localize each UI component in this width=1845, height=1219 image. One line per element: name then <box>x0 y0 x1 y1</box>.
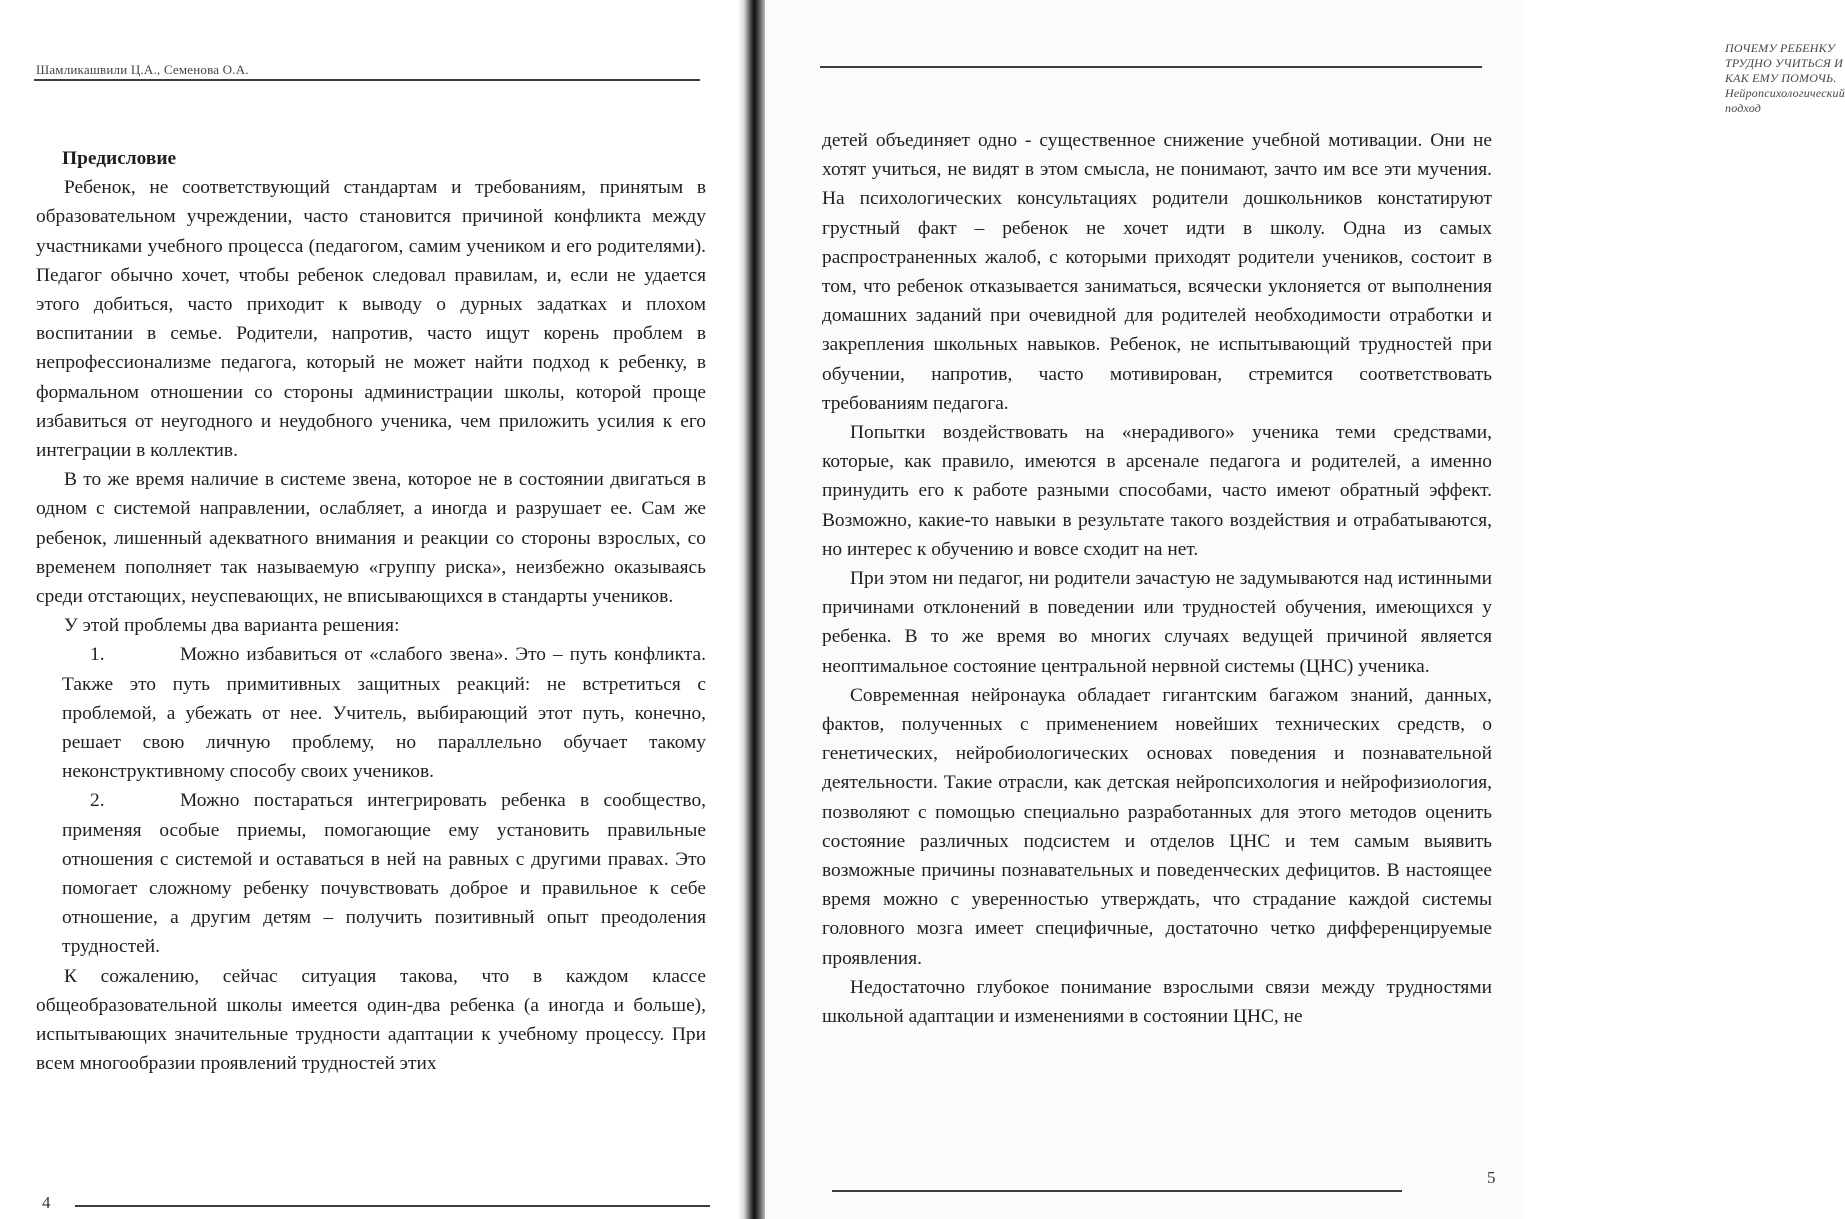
list-item <box>36 786 706 961</box>
paragraph: У этой проблемы два варианта решения: <box>64 615 400 637</box>
running-header-sub: Нейропсихологический подход <box>1725 86 1845 115</box>
paragraph: Современная нейронаука обладает гигантским багажом знаний, данных, фактов, полученных с применением новейших технических средств, о генетических, нейробиологических основах поведения и познавательной деятельности. Такие отрасли, как детская нейропсихология и нейрофизиология, позволяют с помощью специально разработанных для этого методов оценить состояние различных подсистем и отделов ЦНС и тем самым выявить возможные причины познавательных и поведенческих дефицитов. В настоящее время можно с уверенностью утверждать, что страдание каждой системы головного мозга имеет специфичные, достаточно четко дифференцируемые проявления. <box>822 684 1492 969</box>
page-number-right: 5 <box>1487 1168 1496 1187</box>
paragraph: В то же время наличие в системе звена, которое не в состоянии двигаться в одном с системой направлении, ослабляет, а иногда и разрушает ее. Сам же ребенок, лишенный адекватного внимания и реакции со стороны взрослых, со временем пополняет так называемую «группу риска», неизбежно оказываясь среди отстающих, неуспевающих, не вписывающихся в стандарты учеников. <box>36 469 706 608</box>
section-heading: Предисловие <box>62 148 177 169</box>
list-number: 1. <box>90 644 105 666</box>
paragraph: К сожалению, сейчас ситуация такова, что в каждом классе общеобразовательной школы имеется один-два ребенка (а иногда и больше), испытывающих значительные трудности адаптации к учебному процессу. При всем многообразии проявлений трудностей этих <box>36 965 706 1075</box>
page-number-left: 4 <box>42 1193 51 1212</box>
running-header-left: Шамликашвили Ц.А., Семенова О.А. <box>36 62 249 77</box>
list-text: Можно постараться интегрировать ребенка в сообщество, применяя особые приемы, помогающие ему установить правильные отношения с системой и оставаться в ней на равных с другими правах. Это помогает сложному ребенку почувствовать доброе и правильное к себе отношение, а другим детям – получить позитивный опыт преодоления трудностей. <box>62 790 706 958</box>
paragraph: Недостаточно глубокое понимание взрослыми связи между трудностями школьной адаптации и изменениями в состоянии ЦНС, не <box>822 976 1492 1028</box>
left-page-body <box>36 144 706 1079</box>
book-gutter <box>738 0 768 1219</box>
left-page <box>0 0 745 1219</box>
footer-rule-right <box>832 1190 1402 1192</box>
list-text: Можно избавиться от «слабого звена». Это – путь конфликта. Также это путь примитивных защитных реакций: не встретиться с проблемой, а убежать от нее. Учитель, выбирающий этот путь, конечно, решает свою личную проблему, но параллельно обучает такому неконструктивному способу своих учеников. <box>62 644 706 783</box>
paragraph: детей объединяет одно - существенное снижение учебной мотивации. Они не хотят учиться, не видят в этом смысла, не понимают, зачто им все эти мучения. На психологических консультациях родители дошкольников констатируют грустный факт – ребенок не хочет идти в школу. Одна из самых распространенных жалоб, с которыми приходят родители учеников, состоит в том, что ребенок отказывается заниматься, всячески уклоняется от выполнения домашних заданий при очевидной для родителей необходимости отработки и закрепления школьных навыков. Ребенок, не испытывающий трудностей при обучении, напротив, часто мотивирован, стремится соответствовать требованиям педагога. <box>822 130 1492 414</box>
paragraph: Попытки воздействовать на «нерадивого» ученика теми средствами, которые, как правило, имеются в арсенале педагога и родителей, а именно принудить его к работе разными способами, часто имеют обратный эффект. Возможно, какие-то навыки в результате такого воздействия и отрабатываются, но интерес к обучению и вовсе сходит на нет. <box>822 422 1492 560</box>
footer-rule-left <box>75 1205 710 1207</box>
running-header-main: ПОЧЕМУ РЕБЕНКУ ТРУДНО УЧИТЬСЯ И КАК ЕМУ ПОМОЧЬ. <box>1725 41 1843 85</box>
paragraph: При этом ни педагог, ни родители зачастую не задумываются над истинными причинами отклонений в поведении или трудностей обучения, имеющихся у ребенка. В то же время во многих случаях ведущей причиной является неоптимальное состояние центральной нервной системы (ЦНС) ученика. <box>822 568 1492 677</box>
right-page-body <box>822 126 1492 1031</box>
running-header-right <box>1725 41 1845 116</box>
header-rule-right <box>820 66 1482 68</box>
list-item <box>36 640 706 786</box>
header-rule-left <box>34 79 700 81</box>
list-number: 2. <box>90 790 105 812</box>
paragraph: Ребенок, не соответствующий стандартам и требованиям, принятым в образовательном учреждении, часто становится причиной конфликта между участниками учебного процесса (педагогом, самим учеником и его родителями). Педагог обычно хочет, чтобы ребенок следовал правилам, и, если не удается этого добиться, часто приходит к выводу о дурных задатках и плохом воспитании в семье. Родители, напротив, часто ищут корень проблем в непрофессионализме педагога, который не может найти подход к ребенку, в формальном отношении со стороны администрации школы, которой проще избавиться от неугодного и неудобного ученика, чем приложить усилия к его интеграции в коллектив. <box>36 177 706 462</box>
